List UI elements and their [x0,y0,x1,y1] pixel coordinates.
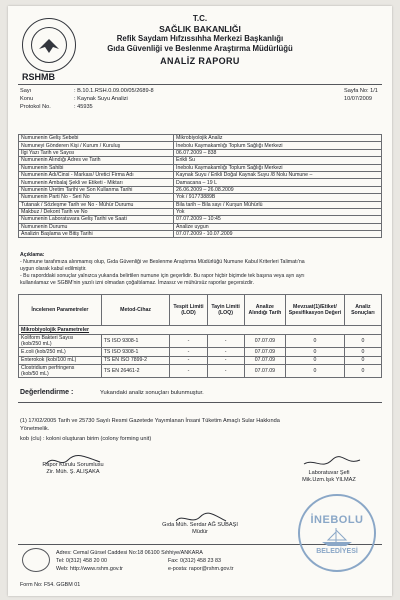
method-cell: TS ISO 9308-1 [101,347,170,356]
parameter-name [19,334,102,347]
info-key: İlgi Yazı Tarih ve Sayısı [19,149,174,156]
info-key: Numunenin Ambalaj Şekli ve Etiketi - Miktarı [19,179,174,186]
info-row [19,149,382,156]
report-title: ANALİZ RAPORU [160,56,240,66]
result-cell: 0 [344,347,381,356]
center-signature-name: Gıda Müh. Serdar AĞ SUBAŞI [162,522,238,528]
info-value: Damacana – 19 L [174,179,382,186]
stamp-line-2: BELEDİYESİ [316,548,358,555]
info-value: Erikli Su [174,157,382,164]
parameter-name [19,365,102,378]
footer-web: Web: http://www.rshm.gov.tr [56,566,123,572]
info-key: Numunenin Durumu [19,223,174,230]
results-table [18,294,382,378]
results-column-header: Metod-Cihaz [101,295,170,326]
info-row [19,216,382,223]
left-signature-scribble [44,454,104,468]
spec-cell: 0 [286,334,345,347]
evaluation-divider [18,402,382,403]
results-row [19,347,382,356]
analysis-date-cell: 07.07.09 [244,334,285,347]
evaluation-label: Değerlendirme : [20,389,74,396]
info-row [19,171,382,178]
header-tc: T.C. [192,14,208,23]
info-row [19,135,382,142]
notes-line-2: uygun olarak kabul edilmiştir. [20,266,87,272]
info-key: Analizin Başlama ve Bitiş Tarihi [19,231,174,238]
parameter-line-1: Koliform Bakteri Sayısı [21,334,74,341]
result-cell: 0 [344,334,381,347]
analysis-date-cell: 07.07.09 [244,347,285,356]
results-column-header: İncelenen Parametreler [19,295,102,326]
lod-cell: - [170,356,207,365]
parameter-line-2: (kob/50 mL) [21,371,49,378]
footer-logo-icon [22,548,50,572]
analysis-date-cell: 07.07.09 [244,365,285,378]
parameter-line-1: Clostridium perfringens [21,365,75,372]
results-column-header: Mevzuat(1)/Etiket/ Spesifikasyon Değeri [286,295,345,326]
results-column-header: Tespit Limiti (LOD) [170,295,207,326]
protokol-value: : 45935 [74,104,93,110]
right-signature-title: Laboratuvar Şefi [308,470,350,476]
info-key: Numunenin Parti No - Seri No [19,194,174,201]
method-cell: TS EN ISO 7899-2 [101,356,170,365]
info-row [19,231,382,238]
lod-cell: - [170,365,207,378]
method-cell: TS ISO 9308-1 [101,334,170,347]
info-value: 06.07.2009 – 838 [174,149,382,156]
page-number: Sayfa No: 1/1 [344,88,378,94]
info-key: Numunenin Üretim Tarihi ve Son Kullanma Tarihi [19,186,174,193]
info-value: İnebolu Kaymakamlığı Toplum Sağlığı Merkezi [174,164,382,171]
spec-cell: 0 [286,347,345,356]
parameter-line-2: (kob/250 mL) [21,340,52,347]
parameter-line-1: Enterokok (kob/100 mL) [21,357,77,364]
sayi-label: Sayı [20,88,32,94]
analysis-date-cell: 07.07.09 [244,356,285,365]
info-value: 07.07.2009 – 10:45 [174,216,382,223]
form-number: Form No: F54. GGBM 01 [20,582,81,588]
results-column-header: Analize Alındığı Tarih [244,295,285,326]
footer-address: Adres: Cemal Gürsel Caddesi No:18 06100 Sıhhiye/ANKARA [56,550,203,556]
parameter-name [19,347,102,356]
info-row [19,194,382,201]
result-cell: 0 [344,365,381,378]
info-key: Numuneyi Gönderen Kişi / Kurum / Kuruluş [19,142,174,149]
report-date: 10/07/2009 [344,96,372,102]
info-value: Mikrobiyolojik Analiz [174,135,382,142]
footer-tel: Tel: 0(312) 458 20 00 [56,558,107,564]
info-row [19,142,382,149]
loq-cell: - [207,356,244,365]
footnote-line-2: Yönetmelik. [20,426,50,432]
info-row [19,223,382,230]
report-page [8,6,392,596]
results-row [19,356,382,365]
left-signature-name: Zir. Müh. Ş. ALIŞAKA [46,469,100,475]
info-row [19,179,382,186]
results-row [19,334,382,347]
stamp-line-1: İNEBOLU [310,514,364,526]
lod-cell: - [170,334,207,347]
municipality-stamp [298,494,376,572]
info-row [19,186,382,193]
evaluation-text: Yukarıdaki analiz sonuçları bulunmuştur. [100,390,204,396]
results-section-title: Mikrobiyolojik Parametreler [19,326,382,335]
loq-cell: - [207,347,244,356]
info-value: Bila tarih – Bila sayı / Kurşun Mühürlü [174,201,382,208]
right-signature-name: Mik.Uzm.Işık YILMAZ [302,477,356,483]
info-key: Tutanak / Sözleşme Tarih ve No - Mühür Durumu [19,201,174,208]
center-signature-scribble [174,512,228,526]
results-column-header: Tayin Limiti (LOQ) [207,295,244,326]
sayi-value: : B.10.1.RSH.0.09.00/05/2689-8 [74,88,154,94]
info-row [19,157,382,164]
info-value: Yok [174,208,382,215]
notes-line-4: kullanılamaz ve SGBM'nin yazılı izni olmadan çoğaltılamaz. İmzasız ve mühürsüz raporlar geçersizdir. [20,280,254,286]
footnote-line-3: kob (clu) : koloni oluşturan birim (colony forming unit) [20,436,152,442]
method-cell: TS EN 26461-2 [101,365,170,378]
loq-cell: - [207,365,244,378]
result-cell: 0 [344,356,381,365]
info-value: İnebolu Kaymakamlığı Toplum Sağlığı Merkezi [174,142,382,149]
info-value: Yok / 91773889B [174,194,382,201]
info-key: Numunenin Geliş Sebebi [19,135,174,142]
info-row [19,164,382,171]
info-value: 07.07.2009 - 10.07.2009 [174,231,382,238]
info-value: Kaynak Suyu / Erikli Doğal Kaynak Suyu /8 Nolu Numune – [174,171,382,178]
header-divider [18,84,382,85]
notes-line-3: - Bu raporddaki sonuçlar yalnızca yukarıda belirtilen numune için geçerlidir. Bu rapor hiçbir biçimde tek başına veya ayrı ayrı [20,273,305,279]
notes-title: Açıklama: [20,252,45,258]
footnote-line-1: (1) 17/02/2005 Tarih ve 25730 Sayılı Resmi Gazetede Yayımlanan İnsani Tüketim Amaçlı Sular Hakkında [20,418,280,424]
info-key: Makbuz / Dekont Tarih ve No [19,208,174,215]
info-row [19,201,382,208]
notes-line-1: - Numune tarafımıza alınmamış olup, Gıda Güvenliği ve Beslenme Araştırma Müdürlüğü Numune Kabul Kriterleri Talimatı'na [20,259,305,265]
info-key: Numunenin Alındığı Adres ve Tarih [19,157,174,164]
spec-cell: 0 [286,365,345,378]
footer-fax: Fax: 0(312) 458 23 83 [168,558,222,564]
rshmb-code: RSHMB [22,72,55,82]
sample-info-table [18,134,382,238]
konu-value: : Kaynak Suyu Analizi [74,96,128,102]
protokol-label: Protokol No. [20,104,51,110]
lod-cell: - [170,347,207,356]
header-ministry: SAĞLIK BAKANLIĞI [159,24,241,34]
results-row [19,365,382,378]
ship-icon [300,526,374,548]
info-key: Numunenin Sahibi [19,164,174,171]
info-key: Numunenin Adı/Cinsi - Markası/ Üretici Firma Adı [19,171,174,178]
info-key: Numunenin Laboratuvara Geliş Tarihi ve Saati [19,216,174,223]
center-signature-role: Müdür [192,529,208,535]
info-value: 26.06.2009 – 26.08.2009 [174,186,382,193]
parameter-name [19,356,102,365]
right-signature-scribble [302,456,362,470]
info-row [19,208,382,215]
parameter-line-1: E.coli (kob/250 mL) [21,348,66,355]
left-signature-title: Rapor Kurulu Sorumlusu [42,462,104,468]
results-column-header: Analiz Sonuçları [344,295,381,326]
loq-cell: - [207,334,244,347]
footer-email: e-posta: rapor@rshm.gov.tr [168,566,234,572]
spec-cell: 0 [286,356,345,365]
info-value: Analize uygun [174,223,382,230]
konu-label: Konu [20,96,34,102]
header-center: Refik Saydam Hıfzıssıhha Merkezi Başkanlığı [116,34,284,43]
header-department: Gıda Güvenliği ve Beslenme Araştırma Müdürlüğü [107,44,293,53]
